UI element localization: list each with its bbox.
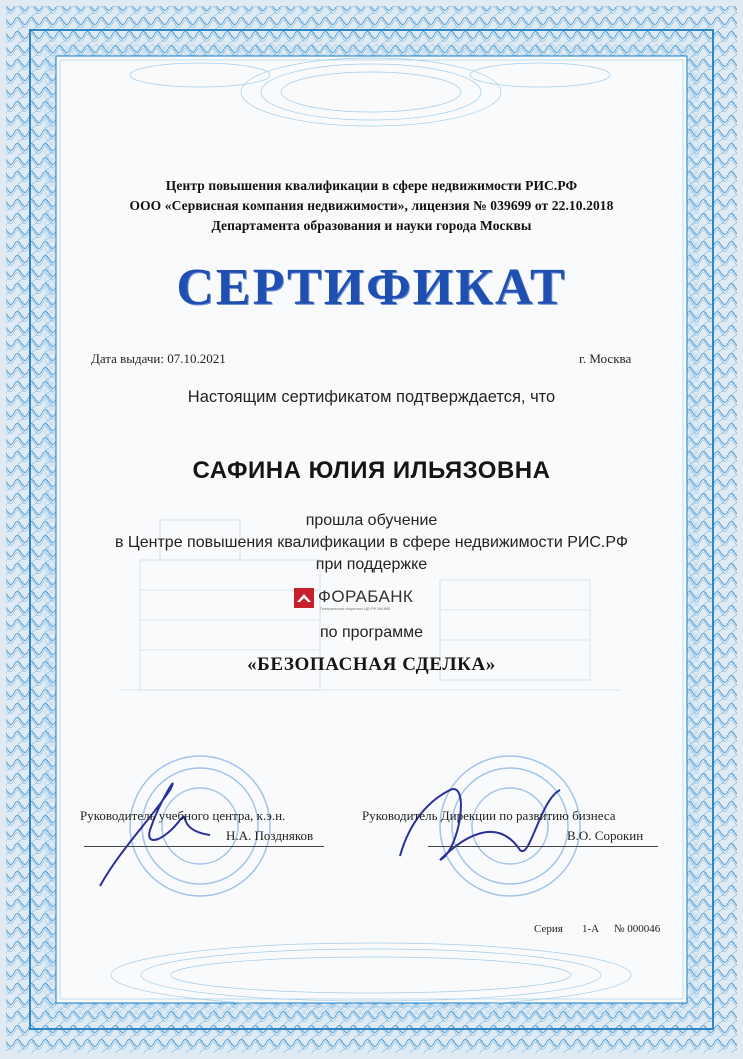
- bank-tagline: Генеральная лицензия ЦБ РФ №1885: [320, 606, 391, 611]
- confirm-text: Настоящим сертификатом подтверждается, что: [187, 388, 556, 406]
- issue-date: Дата выдачи: 07.10.2021: [91, 351, 226, 366]
- signature-line-left: [84, 846, 324, 847]
- issue-city: г. Москва: [579, 351, 632, 366]
- series-value: 1-А: [582, 923, 600, 935]
- recipient-name: САФИНА ЮЛИЯ ИЛЬЯЗОВНА: [192, 457, 551, 484]
- signature-line-right: [428, 846, 658, 847]
- training-line-1: прошла обучение: [305, 512, 438, 529]
- certificate-title: СЕРТИФИКАТ: [176, 259, 567, 316]
- signer-right-title: Руководитель Дирекции по развитию бизнеса: [362, 808, 616, 823]
- bank-logo-icon: [294, 588, 314, 608]
- training-line-3: при поддержке: [315, 556, 428, 573]
- bank-name: ФОРАБАНК: [318, 587, 414, 606]
- signer-right-name: В.О. Сорокин: [567, 828, 644, 843]
- training-line-2: в Центре повышения квалификации в сфере недвижимости РИС.РФ: [114, 534, 629, 551]
- header-line-3: Департамента образования и науки города Москвы: [211, 218, 532, 233]
- header-line-2: ООО «Сервисная компания недвижимости», лицензия № 039699 от 22.10.2018: [129, 198, 614, 213]
- program-intro: по программе: [320, 624, 423, 641]
- series-number: № 000046: [614, 923, 661, 935]
- header-line-1: Центр повышения квалификации в сфере недвижимости РИС.РФ: [165, 178, 578, 193]
- signer-left-name: Н.А. Поздняков: [226, 828, 314, 843]
- series-label: Серия: [534, 923, 563, 935]
- program-name: «БЕЗОПАСНАЯ СДЕЛКА»: [247, 654, 496, 675]
- signer-left-title: Руководитель учебного центра, к.э.н.: [80, 808, 286, 823]
